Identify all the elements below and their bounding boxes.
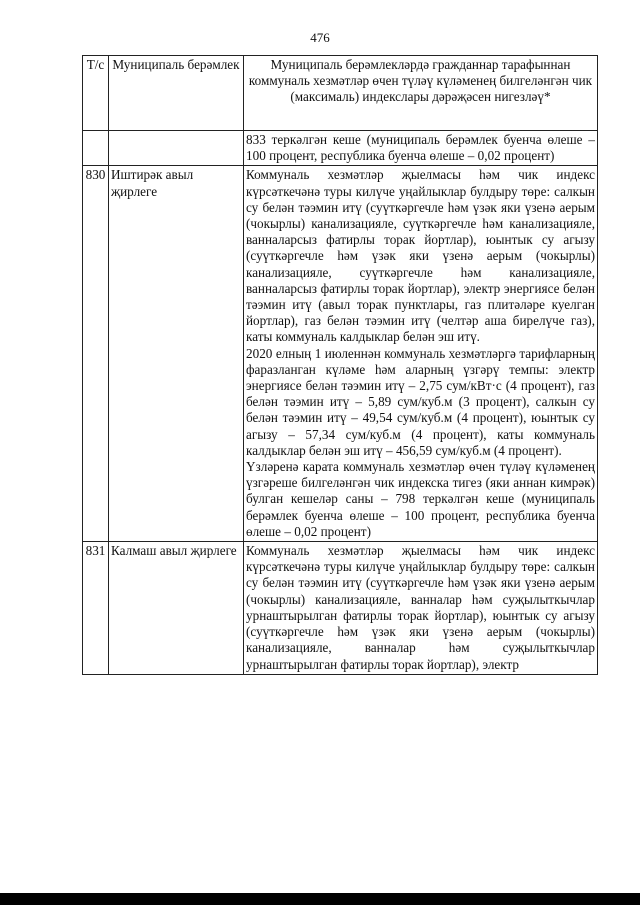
row-justification (244, 542, 598, 675)
continuation-municipality-cell (109, 131, 244, 166)
row-number: 831 (83, 542, 109, 675)
row-paragraph: 2020 елның 1 июленнән коммуналь хезмәтләргә тарифларның фаразланган күләме һәм аларның үзгәрү темпы: электр энергиясе белән тәэмин итү – 2,75 сум/кВт·с (4 процент), газ белән тәэмин итү – 5,89 сум/куб.м (3 процент), салкын су белән тәэмин итү – 49,54 сум/куб.м (4 процент), юынтык су агызу – 57,34 сум/куб.м (4 процент), каты коммуналь калдыклар белән эш итү – 456,59 сум/куб.м (4 процент). (246, 345, 595, 458)
continuation-number-cell (83, 131, 109, 166)
page-number: 476 (310, 30, 330, 45)
row-paragraph: Коммуналь хезмәтләр җыелмасы һәм чик индекс күрсәткечәнә туры килүче уңайлыклар булдыру төре: салкын су белән тәэмин итү (суүткәргечле һәм үзәк яки үзенә аерым (чокырлы) канализацияле, ванналар һәм суҗылыткычлар урнаштырылган фатирлы торак йортлар), юынтык су агызу (суүткәргечле һәм үзәк яки үзенә аерым (чокырлы) канализацияле, ванналар һәм суҗылыткычлар урнаштырылган фатирлы торак йортлар), электр (246, 543, 595, 672)
table-row (83, 166, 598, 542)
continuation-row (83, 131, 598, 166)
table-row (83, 542, 598, 675)
row-municipality: Иштирәк авыл җирлеге (109, 166, 244, 542)
row-justification (244, 166, 598, 542)
scan-bottom-edge (0, 893, 640, 905)
continuation-text: 833 теркәлгән кеше (муниципаль берәмлек буенча өлеше – 100 процент, республика буенча өлеше – 0,02 процент) (244, 131, 598, 166)
row-paragraph: Үзләренә карата коммуналь хезмәтләр өчен түләү күләменең үзгәреше билгеләнгән чик индекска тигез (яки аннан кимрәк) булган кешеләр саны – 798 теркәлгән кеше (муниципаль берәмлек буенча өлеше – 100 процент, республика буенча өлеше – 0,02 процент) (246, 459, 595, 539)
header-index-justification: Муниципаль берәмлекләрдә гражданнар тарафыннан коммуналь хезмәтләр өчен түләү күләменең билгеләнгән чик (максималь) индекслары дәрәҗәсен нигезләү* (244, 56, 598, 131)
row-paragraph: Коммуналь хезмәтләр җыелмасы һәм чик индекс күрсәткечәнә туры килүче уңайлыклар булдыру төре: салкын су белән тәэмин итү (суүткәргечле һәм үзәк яки үзенә аерым (чокырлы) канализацияле, суүткәргечле һәм канализацияле, ванналарсыз фатирлы торак йортлар), юынтык су агызу (суүткәргечле һәм үзәк яки үзенә аерым (чокырлы) канализацияле, суүткәргечле һәм канализацияле, ванналарсыз фатирлы торак йортлар), электр энергиясе белән тәэмин итү (авыл торак пунктлары, газ плитәләре куелган йортлар), газ белән тәэмин итү (челтәр аша бирелүче газ), каты коммуналь калдыклар белән эш итү. (246, 167, 595, 345)
header-number: Т/с (83, 56, 109, 131)
header-municipality: Муниципаль берәмлек (109, 56, 244, 131)
row-number: 830 (83, 166, 109, 542)
tariff-index-table (82, 55, 598, 675)
table-header-row (83, 56, 598, 131)
row-municipality: Калмаш авыл җирлеге (109, 542, 244, 675)
